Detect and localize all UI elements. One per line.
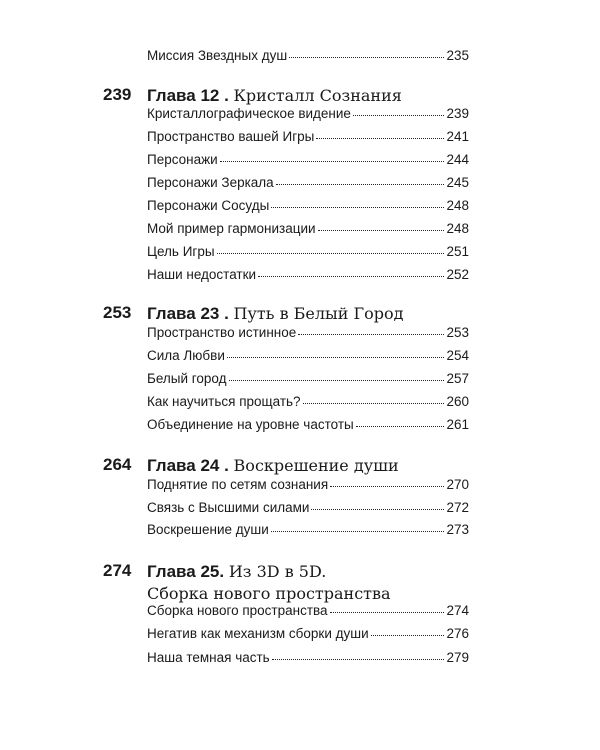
toc-entry-title: Мой пример гармонизации [147,221,316,236]
toc-entry[interactable] [147,152,469,172]
chapter-title: Из 3D в 5D. [228,562,327,581]
toc-entry-title: Негатив как механизм сборки души [147,626,369,641]
toc-entry-page: 248 [446,221,469,236]
toc-entry-page: 253 [446,325,469,340]
toc-entry-page: 252 [446,267,469,282]
toc-entry[interactable] [147,522,469,542]
toc-entry[interactable] [147,603,469,623]
toc-entry-page: 272 [446,500,469,515]
toc-entry-title: Наши недостатки [147,267,257,282]
dot-leader [298,334,444,335]
toc-entry-title: Белый город [147,371,227,386]
toc-entry-page: 244 [446,152,469,167]
dot-leader [271,207,444,208]
dot-leader [318,230,445,231]
toc-entry[interactable] [147,325,469,345]
dot-leader [271,531,445,532]
dot-leader [220,161,445,162]
dot-leader [229,380,445,381]
toc-entry-page: 239 [446,106,469,121]
toc-entry[interactable] [147,48,469,68]
toc-entry-page: 235 [446,48,469,63]
toc-entry-title: Персонажи Зеркала [147,175,274,190]
toc-entry[interactable] [147,244,469,264]
dot-leader [276,184,445,185]
chapter-title: Воскрешение души [233,456,399,475]
toc-entry[interactable] [147,371,469,391]
toc-entry-page: 260 [446,394,469,409]
dot-leader [258,276,444,277]
chapter-heading[interactable] [147,303,403,325]
toc-entry[interactable] [147,394,469,414]
dot-leader [303,403,445,404]
chapter-label: Глава 25. [147,562,225,581]
toc-entry-title: Кристаллографическое видение [147,106,351,121]
toc-entry-page: 276 [446,626,469,641]
dot-leader [227,357,445,358]
chapter-page-number: 264 [103,455,132,474]
chapter-title: Путь в Белый Город [233,304,404,323]
toc-entry[interactable] [147,221,469,241]
toc-entry-title: Миссия Звездных душ [147,48,288,63]
toc-entry[interactable] [147,626,469,646]
dot-leader [356,426,445,427]
toc-entry-title: Как научиться прощать? [147,394,301,409]
chapter-heading[interactable] [147,455,399,477]
chapter-label: Глава 23 . [147,304,229,323]
dot-leader [330,612,445,613]
toc-entry[interactable] [147,650,469,670]
toc-entry-page: 254 [446,348,469,363]
chapter-title: Кристалл Сознания [233,86,402,105]
dot-leader [316,138,444,139]
toc-entry-page: 279 [446,650,469,665]
toc-entry-title: Воскрешение души [147,522,269,537]
chapter-page-number: 253 [103,303,132,322]
toc-entry-page: 241 [446,129,469,144]
toc-entry-title: Сила Любви [147,348,225,363]
toc-entry-title: Цель Игры [147,244,215,259]
toc-entry[interactable] [147,198,469,218]
dot-leader [311,509,444,510]
dot-leader [330,486,444,487]
toc-entry-title: Пространство вашей Игры [147,129,315,144]
toc-entry[interactable] [147,129,469,149]
dot-leader [371,635,445,636]
toc-entry-page: 270 [446,477,469,492]
toc-entry-title: Персонажи Сосуды [147,198,270,213]
toc-entry-title: Пространство истинное [147,325,297,340]
chapter-label: Глава 12 . [147,86,229,105]
toc-entry[interactable] [147,267,469,287]
toc-entry-page: 274 [446,603,469,618]
toc-entry-page: 248 [446,198,469,213]
toc-entry-page: 257 [446,371,469,386]
toc-entry-title: Объединение на уровне частоты [147,417,354,432]
toc-entry-title: Наша темная часть [147,650,270,665]
chapter-heading[interactable] [147,561,391,605]
dot-leader [217,253,445,254]
chapter-page-number: 239 [103,85,132,104]
toc-entry[interactable] [147,175,469,195]
toc-entry[interactable] [147,106,469,126]
chapter-label: Глава 24 . [147,456,229,475]
dot-leader [289,57,444,58]
toc-entry[interactable] [147,417,469,437]
toc-entry[interactable] [147,500,469,520]
chapter-heading[interactable] [147,85,402,107]
toc-entry-page: 261 [446,417,469,432]
toc-entry-title: Поднятие по сетям сознания [147,477,329,492]
toc-entry-page: 273 [446,522,469,537]
dot-leader [272,659,445,660]
toc-entry-title: Связь с Высшими силами [147,500,310,515]
toc-entry[interactable] [147,477,469,497]
toc-entry-page: 251 [446,244,469,259]
toc-entry[interactable] [147,348,469,368]
toc-entry-title: Персонажи [147,152,218,167]
chapter-subtitle: Сборка нового пространства [147,584,391,603]
dot-leader [353,115,445,116]
toc-entry-page: 245 [446,175,469,190]
chapter-page-number: 274 [103,561,132,580]
toc-entry-title: Сборка нового пространства [147,603,328,618]
